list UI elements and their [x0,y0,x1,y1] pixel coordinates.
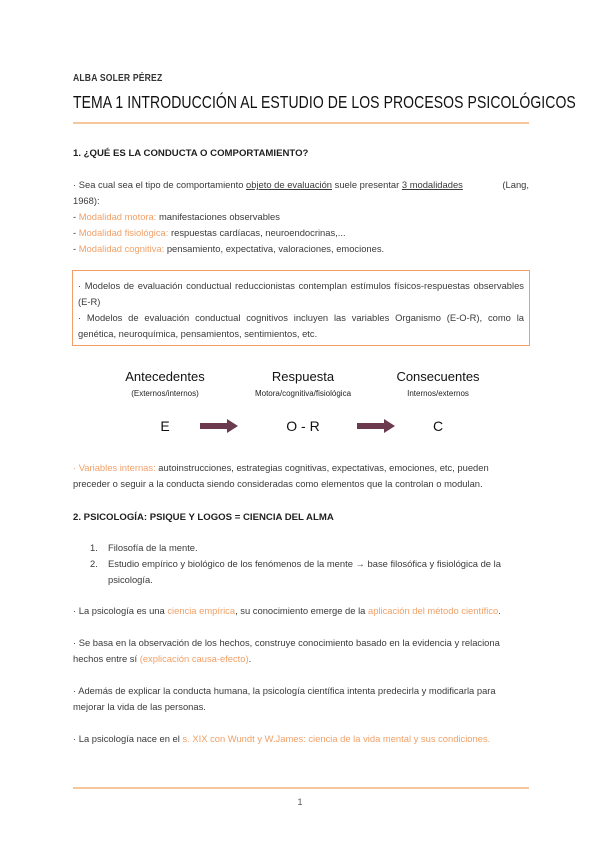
page-number: 1 [297,797,303,807]
modality-item: - Modalidad cognitiva: pensamiento, expectativa, valoraciones, emociones. [73,243,385,254]
author-name: ALBA SOLER PÉREZ [73,73,163,84]
diagram-respuesta-sub: Motora/cognitiva/fisiológica [254,389,352,398]
section-1-heading: 1. ¿QUÉ ES LA CONDUCTA O COMPORTAMIENTO? [73,148,309,159]
callout-line-2: · Modelos de evaluación conductual cognitivos incluyen las variables Organismo (E-O-R), como la genética, neuroquímica, pensamientos, sentimientos, etc. [78,312,524,339]
underlined-term: objeto de evaluación [246,179,333,190]
arrow-right-icon [357,418,397,434]
list-item: 1. Filosofía de la mente. [90,542,198,553]
diagram-consecuentes-sub: Internos/externos [407,389,469,398]
diagram-antecedentes-title: Antecedentes [125,369,205,384]
header-rule [73,122,529,124]
intro-line-1: · Sea cual sea el tipo de comportamiento objeto de evaluación suele presentar 3 modalidades (Lang, [73,179,529,190]
diagram-letter-or: O - R [286,418,320,434]
paragraph-observacion: · Se basa en la observación de los hechos, construye conocimiento basado en la evidencia y relaciona hechos entre sí (explicación causa-efecto). [73,637,500,664]
modality-item: - Modalidad motora: manifestaciones observables [73,211,280,222]
footer-rule [73,787,529,789]
models-callout-box [72,270,530,346]
section-2-heading: 2. PSICOLOGÍA: PSIQUE Y LOGOS = CIENCIA DEL ALMA [73,512,334,523]
paragraph-ciencia-empirica: · La psicología es una ciencia empírica, su conocimiento emerge de la aplicación del método científico. [73,605,501,616]
intro-paragraph [73,177,529,257]
paragraph-explicar: · Además de explicar la conducta humana, la psicología científica intenta predecirla y modificarla para mejorar la vida de las personas. [73,685,496,712]
page-title: TEMA 1 INTRODUCCIÓN AL ESTUDIO DE LOS PROCESOS PSICOLÓGICOS [73,92,576,112]
list-item: 2. Estudio empírico y biológico de los fenómenos de la mente → base filosófica y fisiológica de la psicología. [90,558,501,585]
variables-internas-paragraph: · Variables internas: autoinstrucciones, estrategias cognitivas, expectativas, emociones, etc, pueden preceder o seguir a la conducta siendo consideradas como elementos que la controlan o modulan. [73,462,489,489]
diagram-antecedentes-sub: (Externos/internos) [131,389,199,398]
intro-line-2: 1968): [73,195,100,206]
diagram-respuesta-title: Respuesta [271,369,335,384]
diagram-letter-c: C [432,418,444,434]
paragraph-nacimiento: · La psicología nace en el s. XIX con Wundt y W.James: ciencia de la vida mental y sus condiciones. [73,733,491,744]
underlined-term: 3 modalidades [401,179,463,190]
diagram-letter-e: E [160,418,170,434]
arrow-right-icon [200,418,240,434]
callout-line-1: · Modelos de evaluación conductual reduccionistas contemplan estímulos físicos-respuestas observables (E-R) [78,280,524,307]
diagram-consecuentes-title: Consecuentes [396,369,480,384]
numbered-list [90,540,530,588]
modality-item: - Modalidad fisiológica: respuestas cardíacas, neuroendocrinas,... [73,227,346,238]
